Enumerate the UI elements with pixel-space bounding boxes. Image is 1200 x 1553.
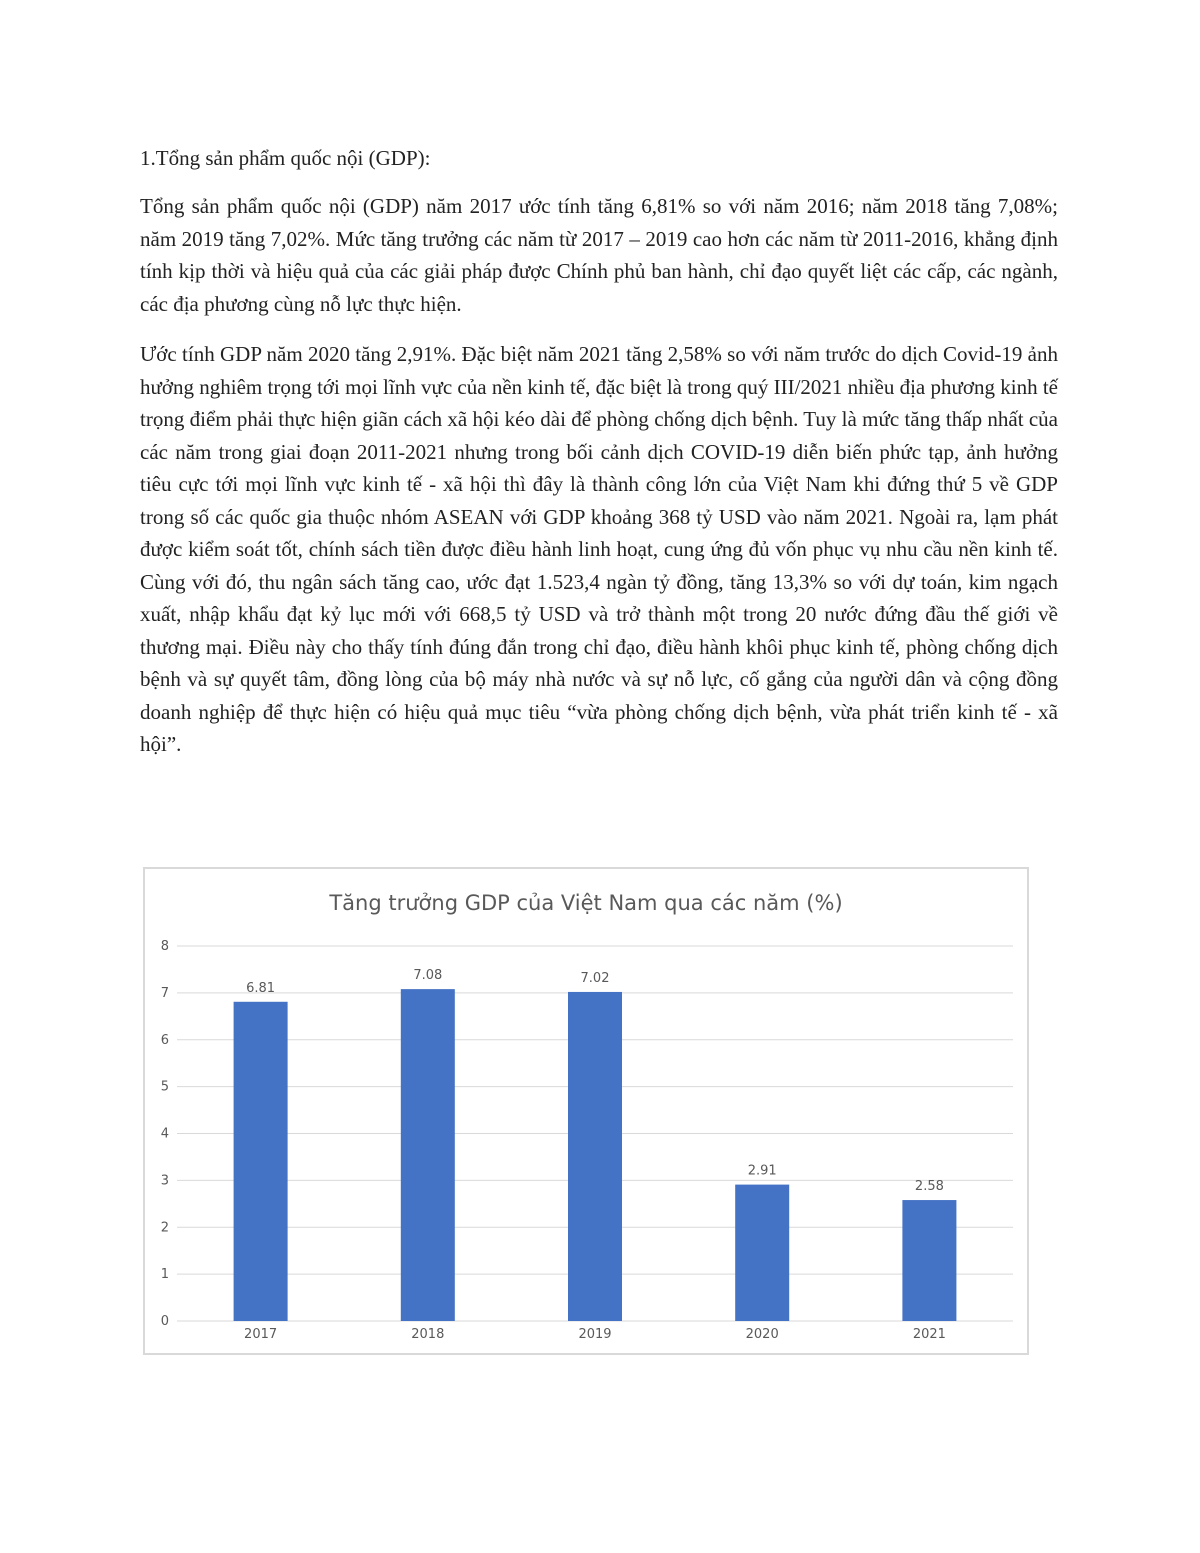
x-tick-label: 2017 xyxy=(244,1327,278,1342)
chart-title: Tăng trưởng GDP của Việt Nam qua các năm (%) xyxy=(329,891,843,915)
section-heading: 1.Tổng sản phẩm quốc nội (GDP): xyxy=(140,146,431,170)
y-tick-label: 2 xyxy=(160,1220,169,1236)
x-tick-label: 2018 xyxy=(411,1327,445,1342)
y-tick-label: 6 xyxy=(160,1032,169,1048)
x-tick-label: 2021 xyxy=(912,1327,946,1342)
y-tick-label: 3 xyxy=(160,1173,169,1189)
data-label: 7.02 xyxy=(580,970,610,986)
data-label: 6.81 xyxy=(246,980,276,996)
data-label: 7.08 xyxy=(413,968,443,984)
y-tick-label: 7 xyxy=(160,985,169,1001)
y-tick-label: 5 xyxy=(160,1079,169,1095)
y-tick-label: 4 xyxy=(160,1126,169,1142)
chart-plot xyxy=(145,869,1027,1353)
y-tick-label: 8 xyxy=(160,939,169,954)
y-tick-label: 1 xyxy=(160,1267,169,1283)
x-tick-label: 2020 xyxy=(745,1327,779,1342)
bar xyxy=(568,992,622,1321)
y-tick-label: 0 xyxy=(160,1314,169,1329)
data-label: 2.58 xyxy=(914,1179,944,1195)
bar xyxy=(735,1185,789,1321)
bar xyxy=(902,1200,956,1321)
gdp-growth-chart xyxy=(143,867,1029,1355)
x-tick-label: 2019 xyxy=(578,1327,612,1342)
bar xyxy=(234,1002,288,1321)
paragraph-gdp-2020-2021: Ước tính GDP năm 2020 tăng 2,91%. Đặc biệt năm 2021 tăng 2,58% so với năm trước do dịch Covid-19 ảnh hưởng nghiêm trọng tới mọi lĩnh vực của nền kinh tế, đặc biệt là trong quý III/2021 nhiều địa phương kinh tế trọng điểm phải thực hiện giãn cách xã hội kéo dài để phòng chống dịch bệnh. Tuy là mức tăng thấp nhất của các năm trong giai đoạn 2011-2021 nhưng trong bối cảnh dịch COVID-19 diễn biến phức tạp, ảnh hưởng tiêu cực tới mọi lĩnh vực kinh tế - xã hội thì đây là thành công lớn của Việt Nam khi đứng thứ 5 về GDP trong số các quốc gia thuộc nhóm ASEAN với GDP khoảng 368 tỷ USD vào năm 2021. Ngoài ra, lạm phát được kiểm soát tốt, chính sách tiền được điều hành linh hoạt, cung ứng đủ vốn phục vụ nhu cầu nền kinh tế. Cùng với đó, thu ngân sách tăng cao, ước đạt 1.523,4 ngàn tỷ đồng, tăng 13,3% so với dự toán, kim ngạch xuất, nhập khẩu đạt kỷ lục mới với 668,5 tỷ USD và trở thành một trong 20 nước đứng đầu thế giới về thương mại. Điều này cho thấy tính đúng đắn trong chỉ đạo, điều hành khôi phục kinh tế, phòng chống dịch bệnh và sự quyết tâm, đồng lòng của bộ máy nhà nước và sự nỗ lực, cố gắng của người dân và cộng đồng doanh nghiệp để thực hiện có hiệu quả mục tiêu “vừa phòng chống dịch bệnh, vừa phát triển kinh tế - xã hội”. xyxy=(140,342,1058,756)
bar xyxy=(401,989,455,1321)
data-label: 2.91 xyxy=(747,1163,777,1179)
paragraph-gdp-2017-2019: Tổng sản phẩm quốc nội (GDP) năm 2017 ước tính tăng 6,81% so với năm 2016; năm 2018 tăng 7,08%; năm 2019 tăng 7,02%. Mức tăng trưởng các năm từ 2017 – 2019 cao hơn các năm từ 2011-2016, khẳng định tính kịp thời và hiệu quả của các giải pháp được Chính phủ ban hành, chỉ đạo quyết liệt các cấp, các ngành, các địa phương cùng nỗ lực thực hiện. xyxy=(140,194,1058,316)
